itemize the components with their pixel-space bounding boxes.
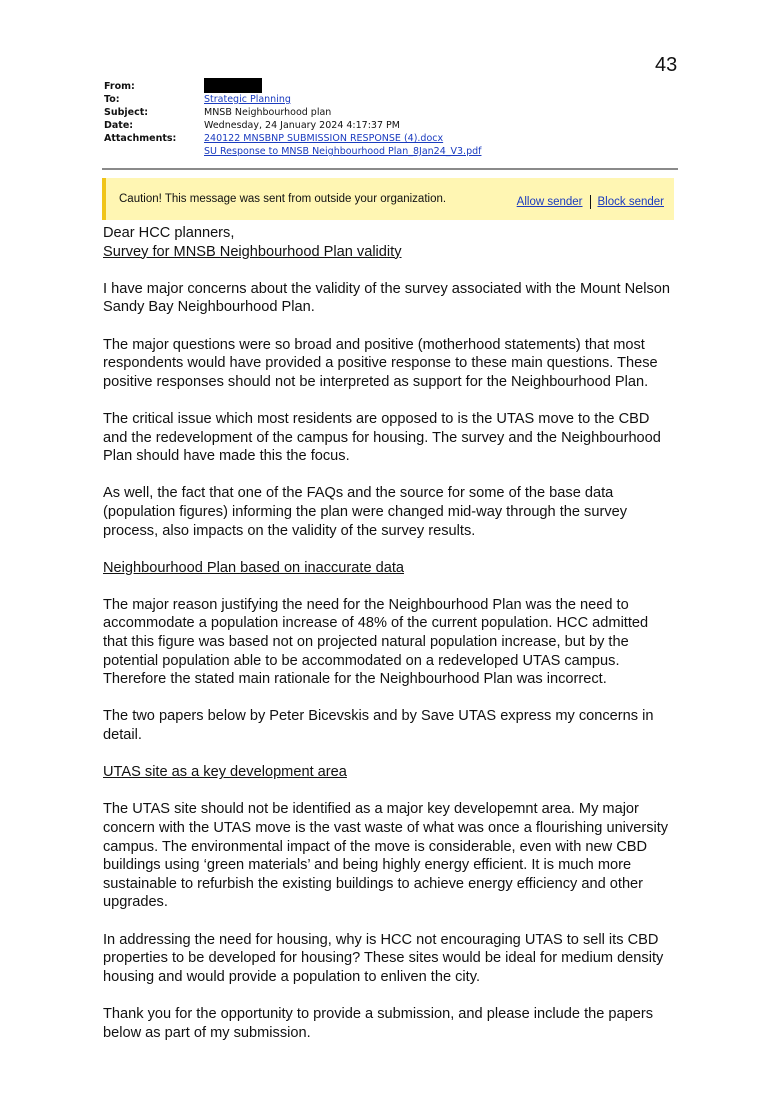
section-heading-data: Neighbourhood Plan based on inaccurate data — [103, 559, 405, 576]
redacted-sender — [204, 78, 262, 93]
attachments-list — [204, 132, 481, 158]
to-value-link[interactable]: Strategic Planning — [204, 94, 291, 105]
to-label: To: — [104, 94, 120, 105]
paragraph: In addressing the need for housing, why is HCC not encouraging UTAS to sell its CBD properties to be developed for housing? These sites would be ideal for medium density housing and would provide a population to enliven the city. — [103, 931, 664, 985]
paragraph: The two papers below by Peter Bicevskis and by Save UTAS express my concerns in detail. — [103, 708, 654, 744]
attachment-link[interactable]: 240122 MNSBNP SUBMISSION RESPONSE (4).docx — [204, 133, 444, 144]
subject-value: MNSB Neighbourhood plan — [204, 107, 332, 118]
banner-separator — [590, 195, 591, 209]
subject-label: Subject: — [104, 107, 149, 118]
date-label: Date: — [104, 120, 134, 131]
paragraph: The critical issue which most residents are opposed to is the UTAS move to the CBD and the redevelopment of the campus for housing. The survey and the Neighbourhood Plan should have made this the focus. — [103, 410, 661, 465]
attachment-link[interactable]: SU Response to MNSB Neighbourhood Plan_8Jan24_V3.pdf — [204, 146, 482, 157]
from-label: From: — [104, 81, 135, 92]
section-heading-survey: Survey for MNSB Neighbourhood Plan validity — [103, 243, 402, 260]
paragraph: Thank you for the opportunity to provide a submission, and please include the papers below as part of my submission. — [103, 1005, 654, 1041]
paragraph: I have major concerns about the validity of the survey associated with the Mount Nelson Sandy Bay Neighbourhood Plan. — [103, 280, 671, 316]
date-value: Wednesday, 24 January 2024 4:17:37 PM — [204, 120, 400, 131]
email-body — [103, 224, 673, 1061]
to-row — [104, 93, 481, 106]
greeting: Dear HCC planners, — [103, 225, 235, 241]
allow-sender-link[interactable]: Allow sender — [516, 196, 583, 208]
subject-row — [104, 106, 481, 119]
date-row — [104, 119, 481, 132]
caution-message: Caution! This message was sent from outside your organization. — [119, 193, 447, 205]
attachments-label: Attachments: — [104, 133, 177, 144]
section-heading-utas: UTAS site as a key development area — [103, 764, 347, 781]
page-number: 43 — [655, 54, 678, 76]
external-sender-banner — [102, 178, 674, 220]
header-divider — [102, 168, 678, 170]
paragraph: As well, the fact that one of the FAQs and the source for some of the base data (population figures) informing the plan were changed mid-way through the survey process, also impacts on the validity of the survey results. — [103, 485, 628, 539]
from-row — [104, 80, 481, 93]
attachments-row — [104, 132, 481, 158]
banner-actions — [517, 195, 664, 209]
paragraph: The major questions were so broad and positive (motherhood statements) that most respondents would have provided a positive response to these main questions. These positive responses should not be interpreted as support for the Neighbourhood Plan. — [103, 336, 658, 390]
block-sender-link[interactable]: Block sender — [597, 196, 664, 208]
paragraph: The major reason justifying the need for the Neighbourhood Plan was the need to accommodate a population increase of 48% of the current population. HCC admitted that this figure was based not on projected natural population increase, but by the potential population able to be accommodated on a redeveloped UTAS campus. Therefore the stated main rationale for the Neighbourhood Plan was incorrect. — [103, 596, 649, 688]
email-header — [104, 80, 481, 158]
paragraph: The UTAS site should not be identified as a major key developemnt area. My major concern with the UTAS move is the vast waste of what was once a flourishing university campus. The environmental impact of the move is considerable, even with new CBD buildings using ‘green materials’ and being highly energy efficient. It is much more sustainable to refurbish the existing buildings to achieve energy efficiency and other upgrades. — [103, 801, 669, 911]
